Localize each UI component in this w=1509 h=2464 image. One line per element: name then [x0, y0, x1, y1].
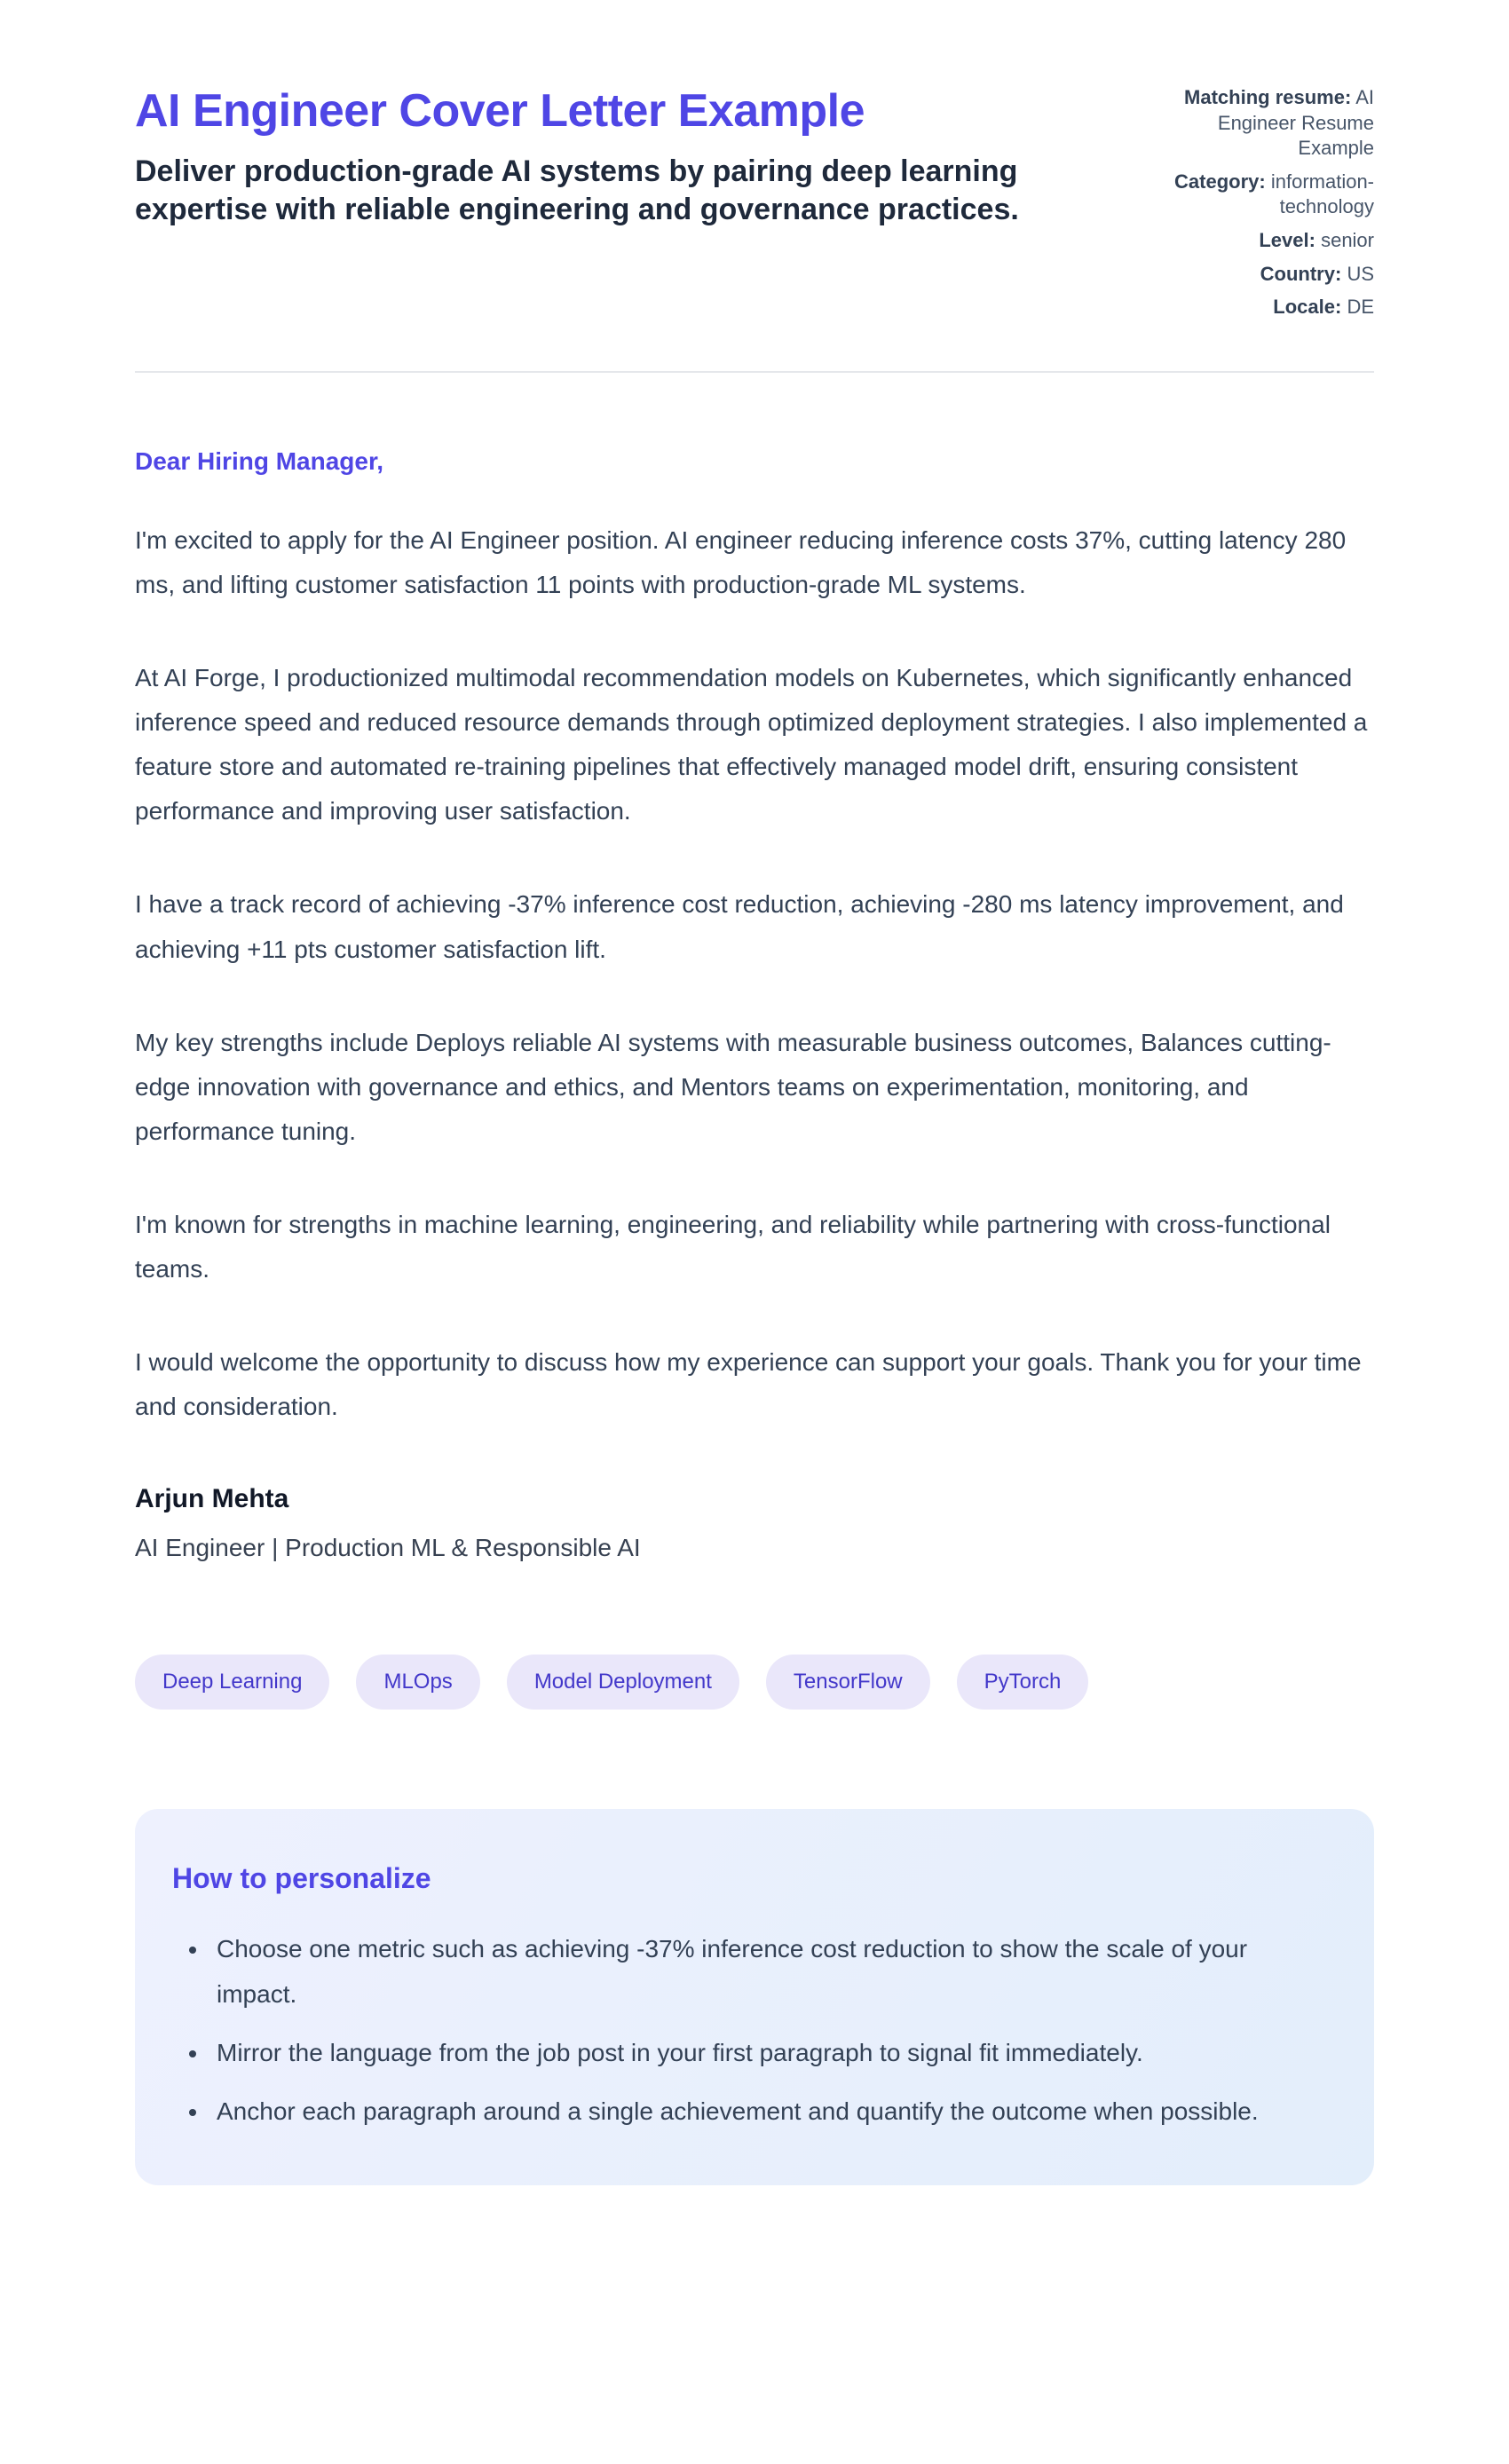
header-title-block — [135, 85, 1098, 230]
letter-paragraph: I have a track record of achieving -37% inference cost reduction, achieving -280 ms latency improvement, and achieving +11 pts customer satisfaction lift. — [135, 890, 1344, 963]
meta-label: Matching resume: — [1184, 86, 1352, 108]
tag-pill-deep-learning[interactable]: Deep Learning — [135, 1655, 329, 1710]
tag-pill-model-deployment[interactable]: Model Deployment — [507, 1655, 739, 1710]
salutation: Dear Hiring Manager, — [135, 446, 384, 475]
meta-label: Locale: — [1273, 296, 1342, 319]
meta-row-locale — [1150, 295, 1374, 320]
personalize-bullet: • Mirror the language from the job post in your first paragraph to signal fit immediately. — [209, 2031, 1328, 2075]
meta-row-level — [1150, 228, 1374, 254]
letter-paragraph: I'm excited to apply for the AI Engineer position. AI engineer reducing inference costs 37%, cutting latency 280 ms, and lifting customer satisfaction 11 points with production-grade ML systems. — [135, 525, 1347, 598]
page-title: AI Engineer Cover Letter Example — [135, 85, 865, 137]
meta-row-country — [1150, 262, 1374, 288]
personalize-bullet: • Anchor each paragraph around a single achievement and quantify the outcome when possible. — [209, 2089, 1328, 2134]
tag-pill-tensorflow[interactable]: TensorFlow — [766, 1655, 930, 1710]
meta-value: US — [1347, 262, 1374, 285]
cover-letter-page — [135, 0, 1374, 2256]
letter-body — [135, 373, 1374, 1563]
personalize-list — [172, 1927, 1328, 2133]
letter-paragraph: I'm known for strengths in machine learning, engineering, and reliability while partnering with cross-functional teams. — [135, 1210, 1331, 1283]
meta-value: DE — [1347, 296, 1374, 319]
letter-paragraph: My key strengths include Deploys reliable AI systems with measurable business outcomes, Balances cutting-edge innovation with governance and ethics, and Mentors teams on experimentation, monitoring, and performance tuning. — [135, 1028, 1331, 1145]
meta-label: Country: — [1260, 262, 1342, 285]
meta-row-category — [1150, 170, 1374, 220]
meta-value: information-technology — [1270, 170, 1374, 218]
meta-row-matching-resume — [1150, 85, 1374, 162]
tag-pill-pytorch[interactable]: PyTorch — [957, 1655, 1089, 1710]
letter-paragraph: At AI Forge, I productionized multimodal recommendation models on Kubernetes, which significantly enhanced inference speed and reduced resource demands through optimized deployment strategies. I also implemented a feature store and automated re-training pipelines that effectively managed model drift, ensuring consistent performance and improving user satisfaction. — [135, 663, 1368, 825]
meta-value: senior — [1321, 228, 1374, 251]
meta-label: Category: — [1174, 170, 1266, 193]
meta-label: Level: — [1259, 228, 1315, 251]
tag-pill-mlops[interactable]: MLOps — [356, 1655, 479, 1710]
header — [135, 85, 1374, 328]
signature-title: AI Engineer | Production ML & Responsible AI — [135, 1534, 641, 1562]
page-subtitle: Deliver production-grade AI systems by pairing deep learning expertise with reliable engineering and governance practices. — [135, 154, 1019, 227]
personalize-bullet: • Choose one metric such as achieving -37% inference cost reduction to show the scale of your impact. — [209, 1927, 1328, 2016]
tag-list — [135, 1655, 1374, 1710]
personalize-box — [135, 1809, 1374, 2184]
personalize-heading: How to personalize — [172, 1862, 431, 1895]
meta-panel — [1150, 85, 1374, 328]
signature-name: Arjun Mehta — [135, 1484, 289, 1514]
letter-paragraph: I would welcome the opportunity to discuss how my experience can support your goals. Thank you for your time and consideration. — [135, 1348, 1362, 1421]
meta-value: AI Engineer Resume Example — [1217, 86, 1374, 160]
